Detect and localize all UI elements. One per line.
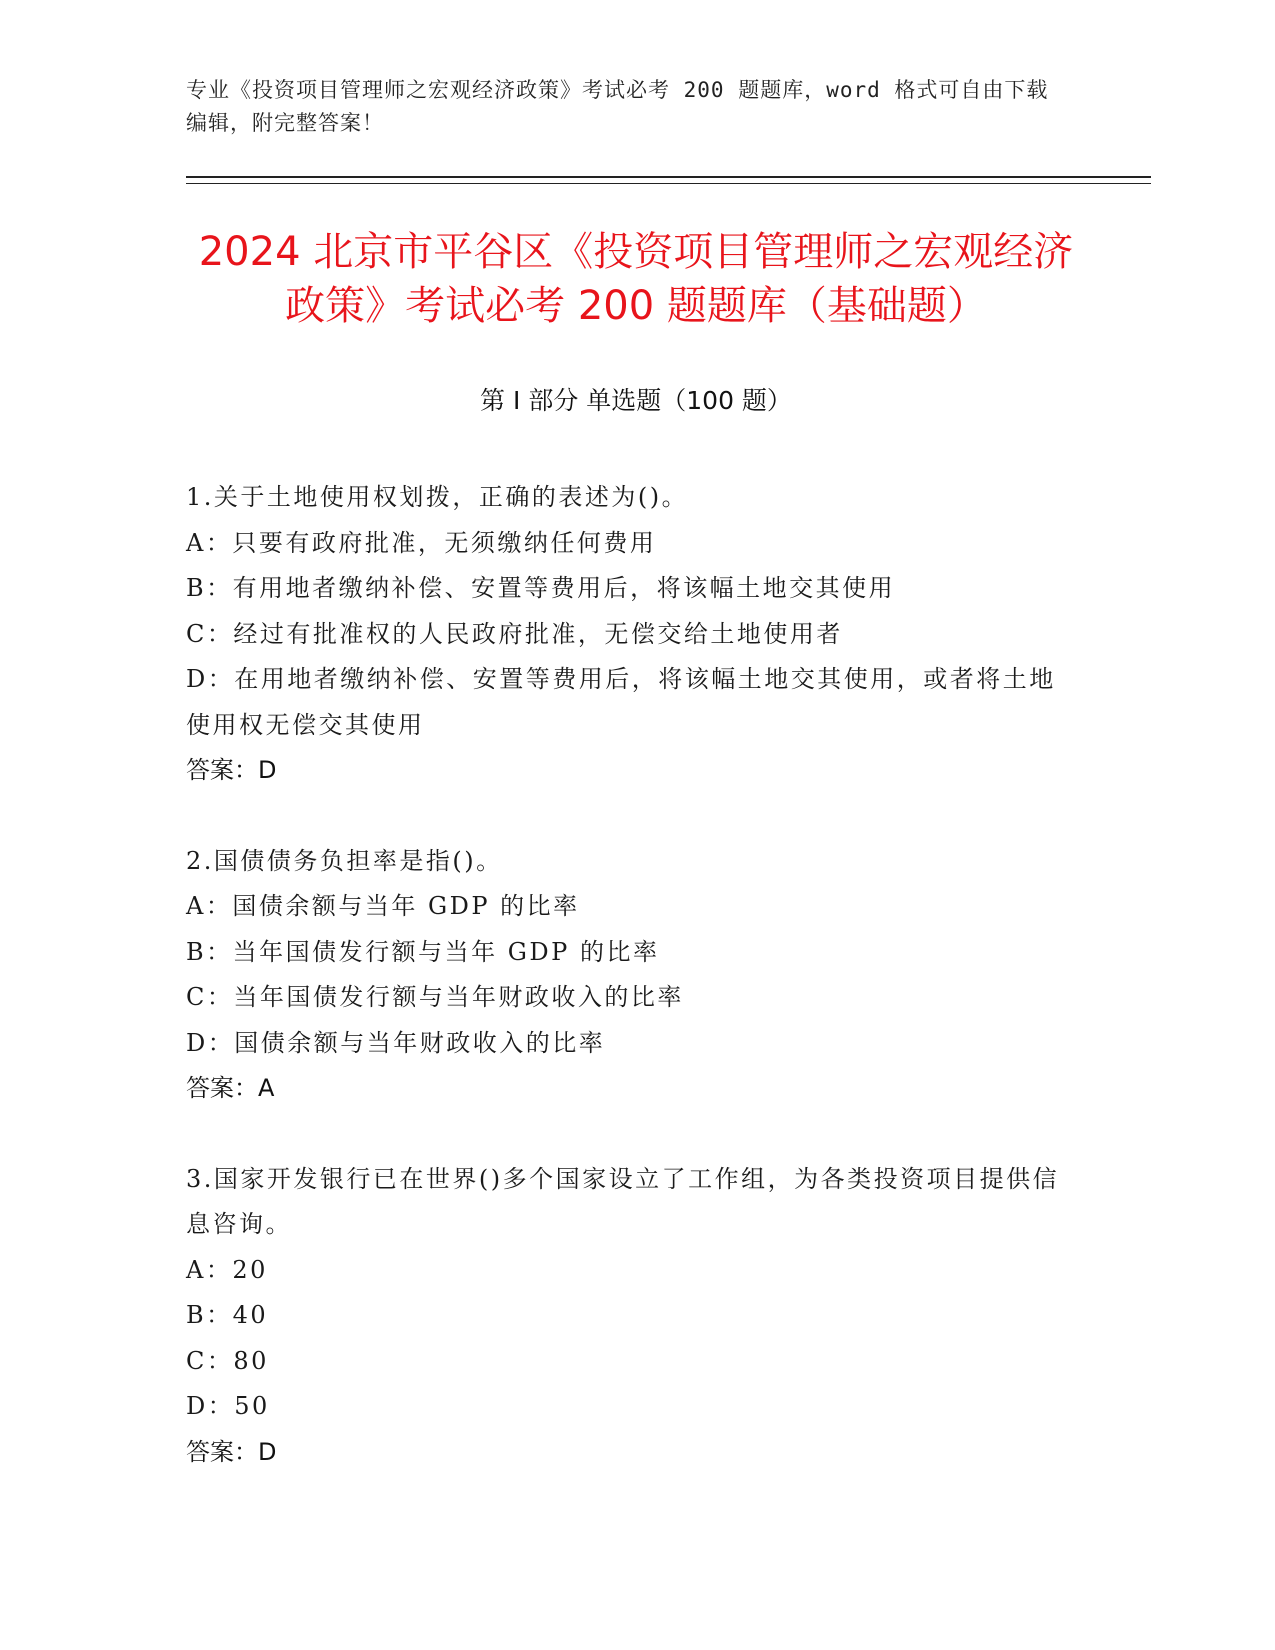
- document-title: 2024 北京市平谷区《投资项目管理师之宏观经济政策》考试必考 200 题题库（基础题）: [198, 229, 1074, 329]
- section-title: 第 I 部分 单选题（100 题）: [480, 386, 792, 415]
- question-2: [186, 839, 1066, 1112]
- header-divider: [186, 176, 1151, 184]
- answer-label: 答案：D: [186, 756, 277, 784]
- option-b: B：有用地者缴纳补偿、安置等费用后，将该幅土地交其使用: [186, 574, 896, 602]
- option-b: B：40: [186, 1301, 269, 1329]
- option-a: A：20: [186, 1255, 268, 1284]
- option-c: C：经过有批准权的人民政府批准，无偿交给土地使用者: [186, 619, 843, 648]
- question-3: [186, 1157, 1066, 1476]
- question-stem: 2.国债债务负担率是指()。: [186, 846, 503, 875]
- option-c: C：80: [186, 1346, 269, 1375]
- option-d: D：50: [186, 1392, 270, 1420]
- option-a: A：只要有政府批准，无须缴纳任何费用: [186, 528, 657, 557]
- answer-label: 答案：D: [186, 1437, 277, 1466]
- question-stem: 1.关于土地使用权划拨，正确的表述为()。: [186, 483, 689, 511]
- answer-label: 答案：A: [186, 1074, 275, 1102]
- option-d: D：在用地者缴纳补偿、安置等费用后，将该幅土地交其使用，或者将土地使用权无偿交其使用: [186, 665, 1056, 739]
- question-list: [186, 475, 1066, 1520]
- question-1: [186, 475, 1066, 794]
- header-note: 专业《投资项目管理师之宏观经济政策》考试必考 200 题题库，word 格式可自由下载编辑，附完整答案！: [186, 78, 1049, 135]
- option-a: A：国债余额与当年 GDP 的比率: [186, 892, 580, 920]
- option-b: B：当年国债发行额与当年 GDP 的比率: [186, 937, 660, 966]
- question-stem: 3.国家开发银行已在世界()多个国家设立了工作组，为各类投资项目提供信息咨询。: [186, 1164, 1060, 1238]
- option-d: D：国债余额与当年财政收入的比率: [186, 1028, 606, 1057]
- option-c: C：当年国债发行额与当年财政收入的比率: [186, 983, 684, 1011]
